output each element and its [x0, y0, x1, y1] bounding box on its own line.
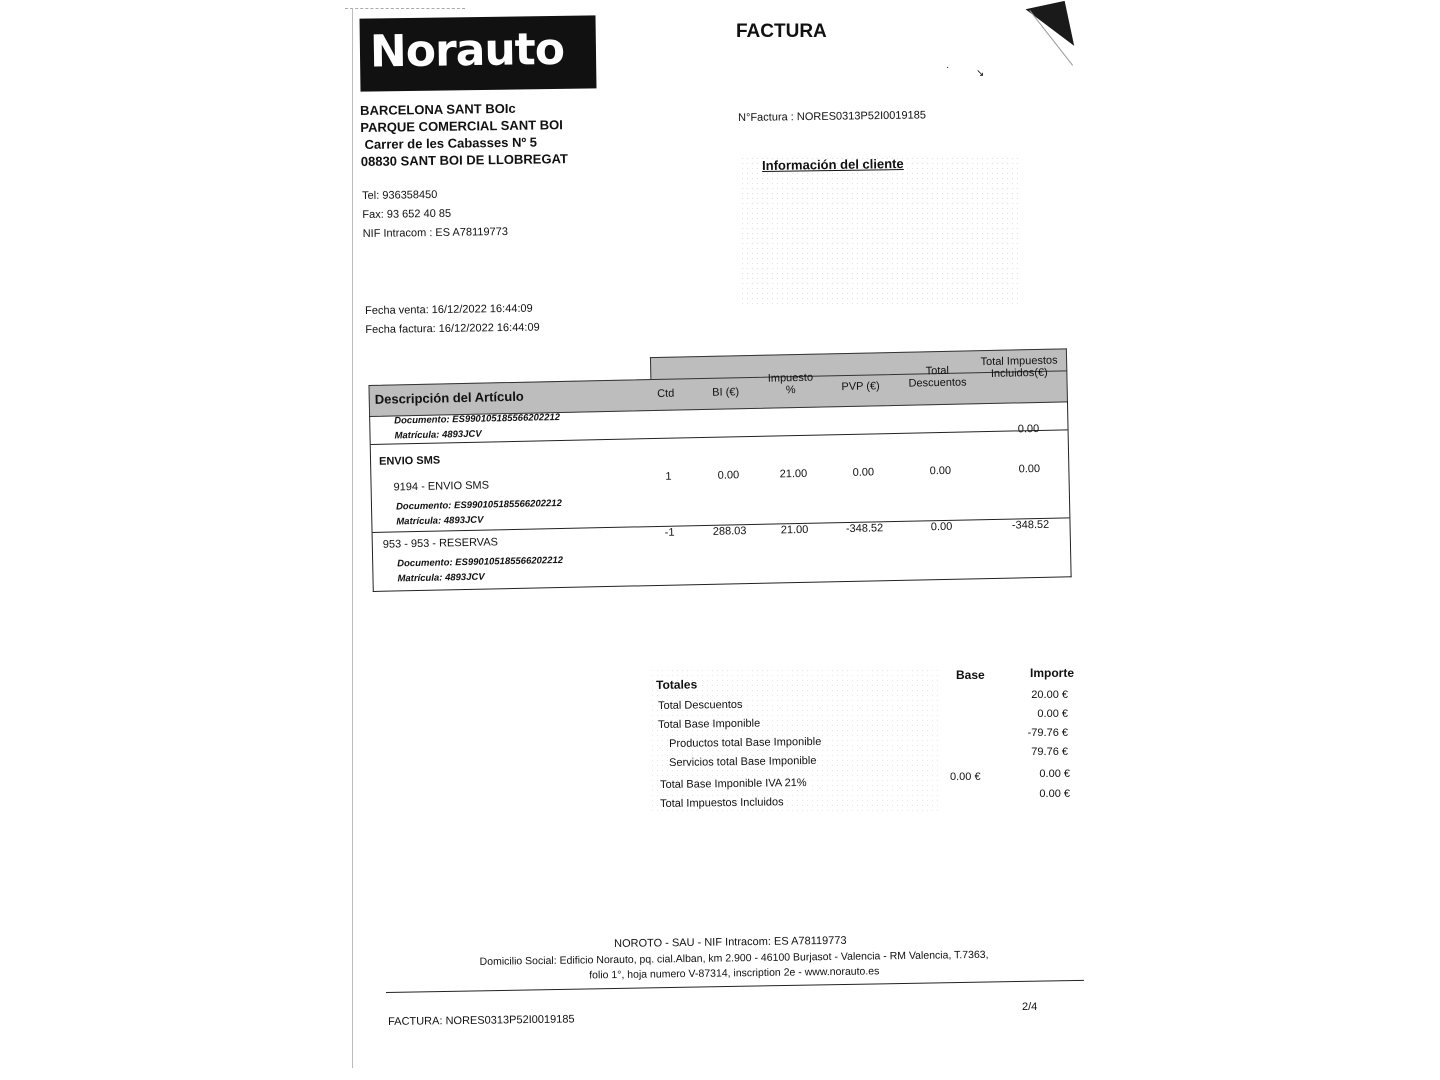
block3-total: -348.52: [1011, 518, 1050, 532]
block2-ctd: 1: [665, 470, 672, 483]
block3-ctd: -1: [664, 526, 675, 539]
store-line-1: BARCELONA SANT BOIc: [360, 100, 516, 118]
client-info-heading: Información del cliente: [762, 156, 904, 173]
scan-speck: ·: [946, 62, 950, 73]
totals-importe-value: 0.00 €: [1039, 788, 1070, 800]
sheet-edge-left: [352, 8, 353, 1068]
col-header-pvp: PVP (€): [841, 380, 880, 394]
store-contact: [362, 185, 508, 244]
block2-descuentos: 0.00: [929, 464, 952, 478]
block2-total: 0.00: [1018, 462, 1041, 476]
block3-impuesto: 21.00: [780, 523, 809, 537]
block2-group-total: 0.00: [1017, 422, 1040, 436]
totals-heading: Totales: [656, 677, 698, 692]
col-header-total-impuestos-line1: Total Impuestos: [980, 354, 1058, 369]
col-header-ctd: Ctd: [657, 387, 675, 400]
scan-speck: ↘: [976, 68, 985, 79]
fecha-venta: Fecha venta: 16/12/2022 16:44:09: [365, 302, 533, 317]
totals-importe-value: 0.00 €: [1037, 708, 1068, 720]
footer-invoice-ref: FACTURA: NORES0313P52I0019185: [388, 1013, 575, 1028]
block2-matricula: Matrícula: 4893JCV: [396, 514, 484, 528]
store-line-4: 08830 SANT BOI DE LLOBREGAT: [360, 151, 568, 169]
store-fax: Fax: 93 652 40 85: [362, 207, 452, 221]
col-header-impuesto-line2: %: [785, 384, 796, 397]
store-line-2: PARQUE COMERCIAL SANT BOI: [360, 117, 563, 135]
block3-bi: 288.03: [712, 525, 747, 538]
totals-importe-value: 0.00 €: [1039, 768, 1070, 780]
store-tel: Tel: 936358450: [362, 188, 438, 202]
invoice-dates: [365, 300, 540, 340]
block1-documento: Documento: ES990105185566202212: [394, 411, 561, 427]
norauto-logo: [360, 15, 597, 91]
totals-importe-value: -79.76 €: [1027, 727, 1068, 739]
totals-importe-value: 79.76 €: [1031, 746, 1068, 758]
totals-base-value: 0.00 €: [950, 771, 981, 783]
totals-base-header: Base: [956, 668, 985, 682]
col-header-total-impuestos: [974, 354, 1064, 380]
col-header-descuentos-line1: Total: [925, 364, 950, 378]
fecha-factura: Fecha factura: 16/12/2022 16:44:09: [365, 321, 540, 336]
footer-address-line2: folio 1°, hoja numero V-87314, inscription 2e - www.norauto.es: [589, 965, 880, 982]
store-address: [360, 99, 568, 170]
client-info-redacted-area: [740, 156, 1020, 306]
store-nif: NIF Intracom : ES A78119773: [362, 225, 509, 240]
col-header-bi: BI (€): [712, 386, 740, 399]
block3-documento: Documento: ES990105185566202212: [397, 554, 564, 570]
items-table: [368, 348, 1073, 593]
col-header-descuentos-line2: Descuentos: [908, 376, 967, 390]
document-title: FACTURA: [736, 21, 827, 42]
footer-address-line1: Domicilio Social: Edificio Norauto, pq. cial.Alban, km 2.900 - 46100 Burjasot - Valencia - RM Valencia, T.7363,: [479, 948, 989, 968]
logo-text: Norauto: [369, 23, 565, 78]
block2-item: 9194 - ENVIO SMS: [393, 479, 490, 494]
col-header-descripcion: Descripción del Artículo: [374, 388, 524, 407]
invoice-number: N°Factura : NORES0313P52I0019185: [738, 109, 926, 124]
footer-company: NOROTO - SAU - NIF Intracom: ES A78119773: [614, 934, 847, 950]
totals-importe-header: Importe: [1030, 666, 1075, 680]
page-number: 2/4: [1022, 1001, 1038, 1013]
totals-label: Total Base Imponible IVA 21%: [660, 776, 807, 791]
col-header-total-impuestos-line2: Incluidos(€): [990, 366, 1048, 380]
block3-descuentos: 0.00: [930, 520, 953, 534]
totals-label: Total Descuentos: [658, 698, 743, 712]
totals-importe-value: 20.00 €: [1031, 689, 1068, 701]
block2-bi: 0.00: [717, 469, 740, 482]
block2-documento: Documento: ES990105185566202212: [395, 497, 562, 513]
store-line-3: Carrer de les Cabasses Nº 5: [364, 134, 538, 152]
block3-item: 953 - 953 - RESERVAS: [382, 536, 499, 551]
col-header-descuentos: [902, 364, 972, 389]
col-header-impuesto-line1: Impuesto: [767, 371, 814, 385]
block3-pvp: -348.52: [845, 522, 884, 536]
block2-title: ENVIO SMS: [378, 454, 441, 468]
col-header-impuesto: [760, 372, 820, 397]
block2-pvp: 0.00: [852, 466, 875, 479]
totals-label: Total Impuestos Incluidos: [660, 796, 784, 810]
totals-label: Total Base Imponible: [658, 717, 761, 731]
footer-address: [474, 948, 994, 985]
totals-label: Productos total Base Imponible: [669, 735, 822, 750]
block1-matricula: Matrícula: 4893JCV: [394, 428, 482, 442]
totals-label: Servicios total Base Imponible: [669, 754, 817, 769]
block3-matricula: Matrícula: 4893JCV: [397, 571, 485, 585]
sheet-edge-top: [345, 8, 465, 10]
table-body: [369, 401, 1072, 592]
block2-impuesto: 21.00: [779, 467, 808, 481]
